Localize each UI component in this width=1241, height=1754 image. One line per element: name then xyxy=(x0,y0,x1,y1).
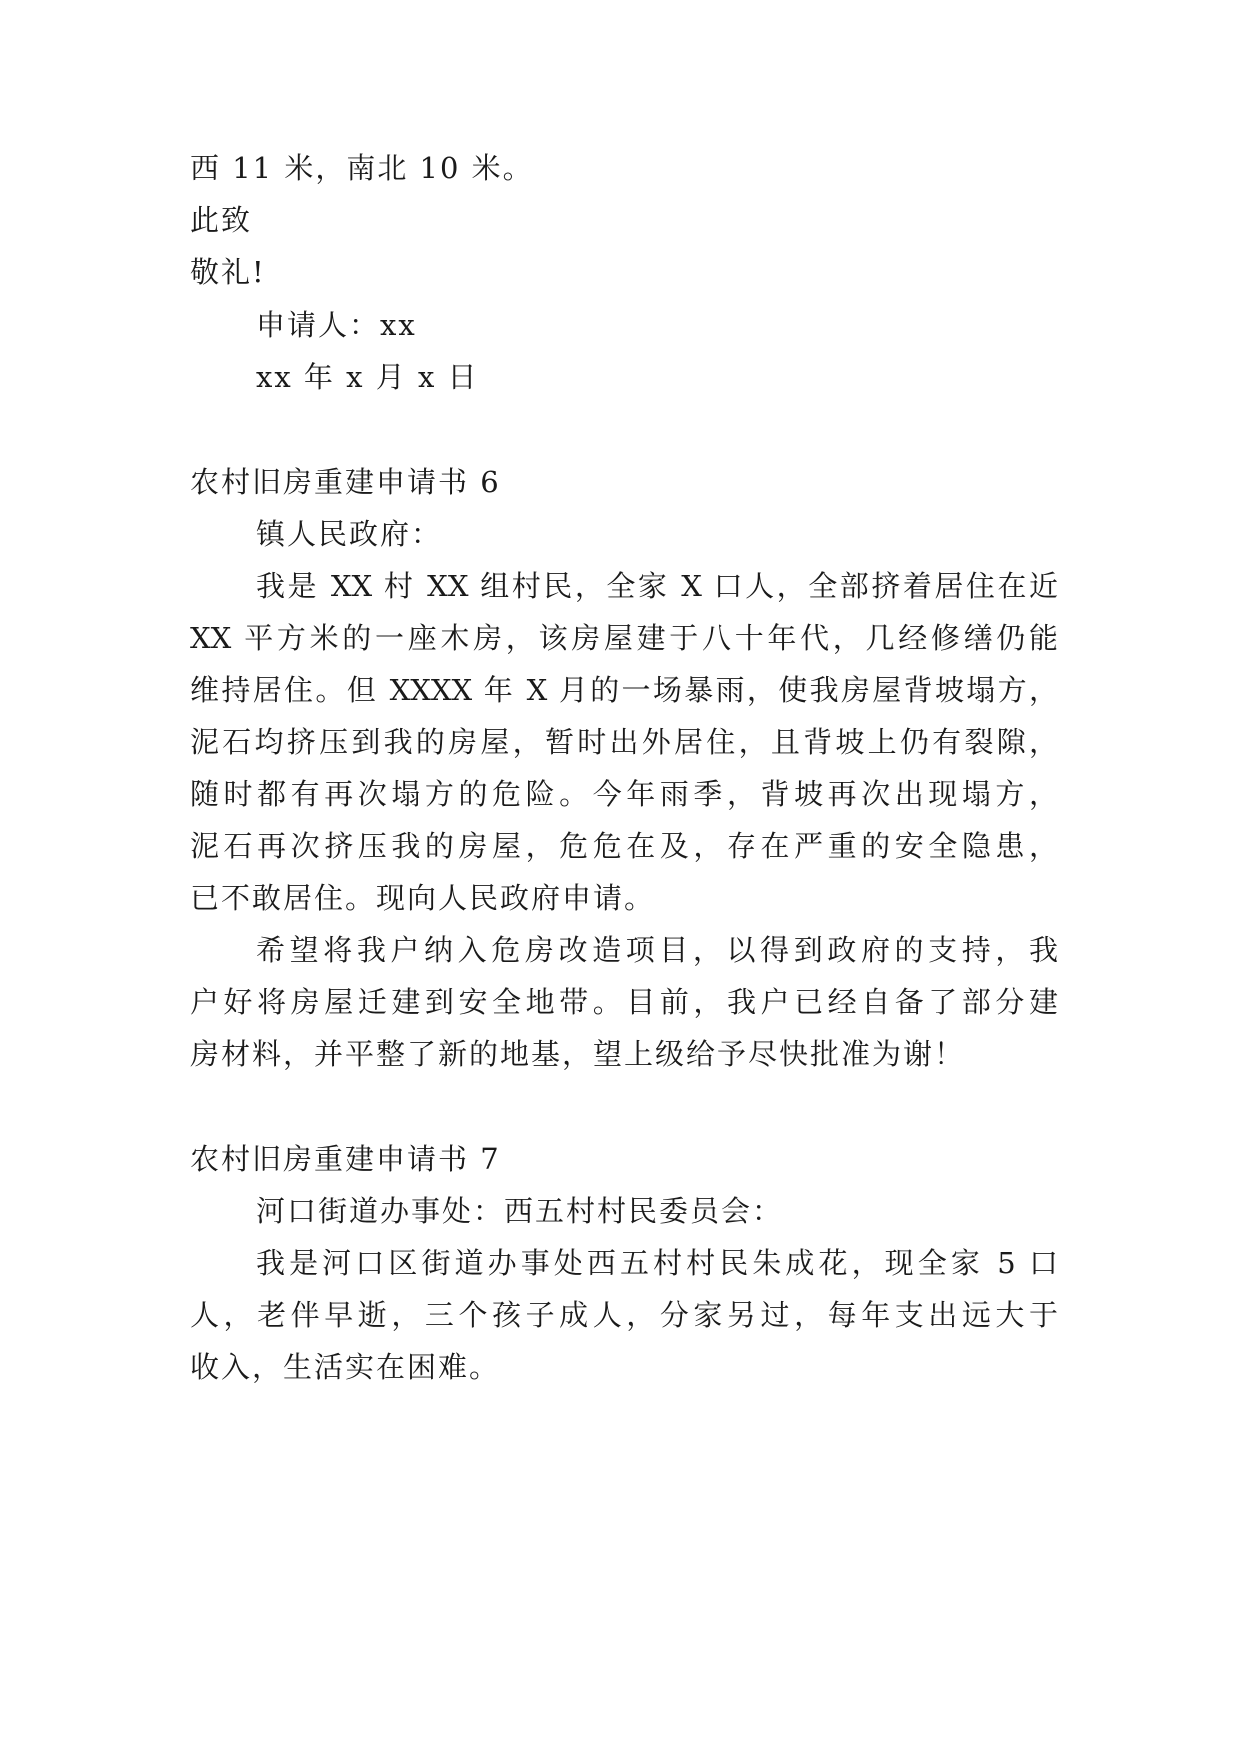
paragraph-line: 收入，生活实在困难。 xyxy=(190,1350,501,1384)
paragraph-line: 我是 XX 村 XX 组村民，全家 X 口人，全部挤着居住在近 xyxy=(256,569,1058,603)
paragraph-line: 我是河口区街道办事处西五村村民朱成花，现全家 5 口 xyxy=(256,1246,1058,1280)
text-line: 西 11 米，南北 10 米。 xyxy=(190,151,534,185)
paragraph-line: 户好将房屋迁建到安全地带。目前，我户已经自备了部分建 xyxy=(190,985,1058,1019)
paragraph-line: 随时都有再次塌方的危险。今年雨季，背坡再次出现塌方， xyxy=(190,777,1058,811)
paragraph-line: 泥石均挤压到我的房屋，暂时出外居住，且背坡上仍有裂隙， xyxy=(190,725,1058,759)
paragraph-line: 已不敢居住。现向人民政府申请。 xyxy=(190,881,656,915)
applicant-line: 申请人：xx xyxy=(256,308,417,342)
closing-line: 敬礼! xyxy=(190,255,266,289)
date-line: xx 年 x 月 x 日 xyxy=(256,360,479,394)
section-title: 农村旧房重建申请书 6 xyxy=(190,465,501,499)
paragraph-line: 房材料，并平整了新的地基，望上级给予尽快批准为谢！ xyxy=(190,1037,966,1071)
paragraph-line: XX 平方米的一座木房，该房屋建于八十年代，几经修缮仍能 xyxy=(190,621,1058,655)
paragraph-line: 维持居住。但 XXXX 年 X 月的一场暴雨，使我房屋背坡塌方， xyxy=(190,673,1058,707)
paragraph-line: 泥石再次挤压我的房屋，危危在及，存在严重的安全隐患， xyxy=(190,829,1058,863)
paragraph-line: 希望将我户纳入危房改造项目，以得到政府的支持，我 xyxy=(256,933,1058,967)
section-title: 农村旧房重建申请书 7 xyxy=(190,1142,501,1176)
closing-line: 此致 xyxy=(190,203,253,237)
paragraph-line: 人，老伴早逝，三个孩子成人，分家另过，每年支出远大于 xyxy=(190,1298,1058,1332)
addressee-line: 河口街道办事处：西五村村民委员会： xyxy=(256,1194,784,1228)
addressee-line: 镇人民政府： xyxy=(256,517,443,551)
